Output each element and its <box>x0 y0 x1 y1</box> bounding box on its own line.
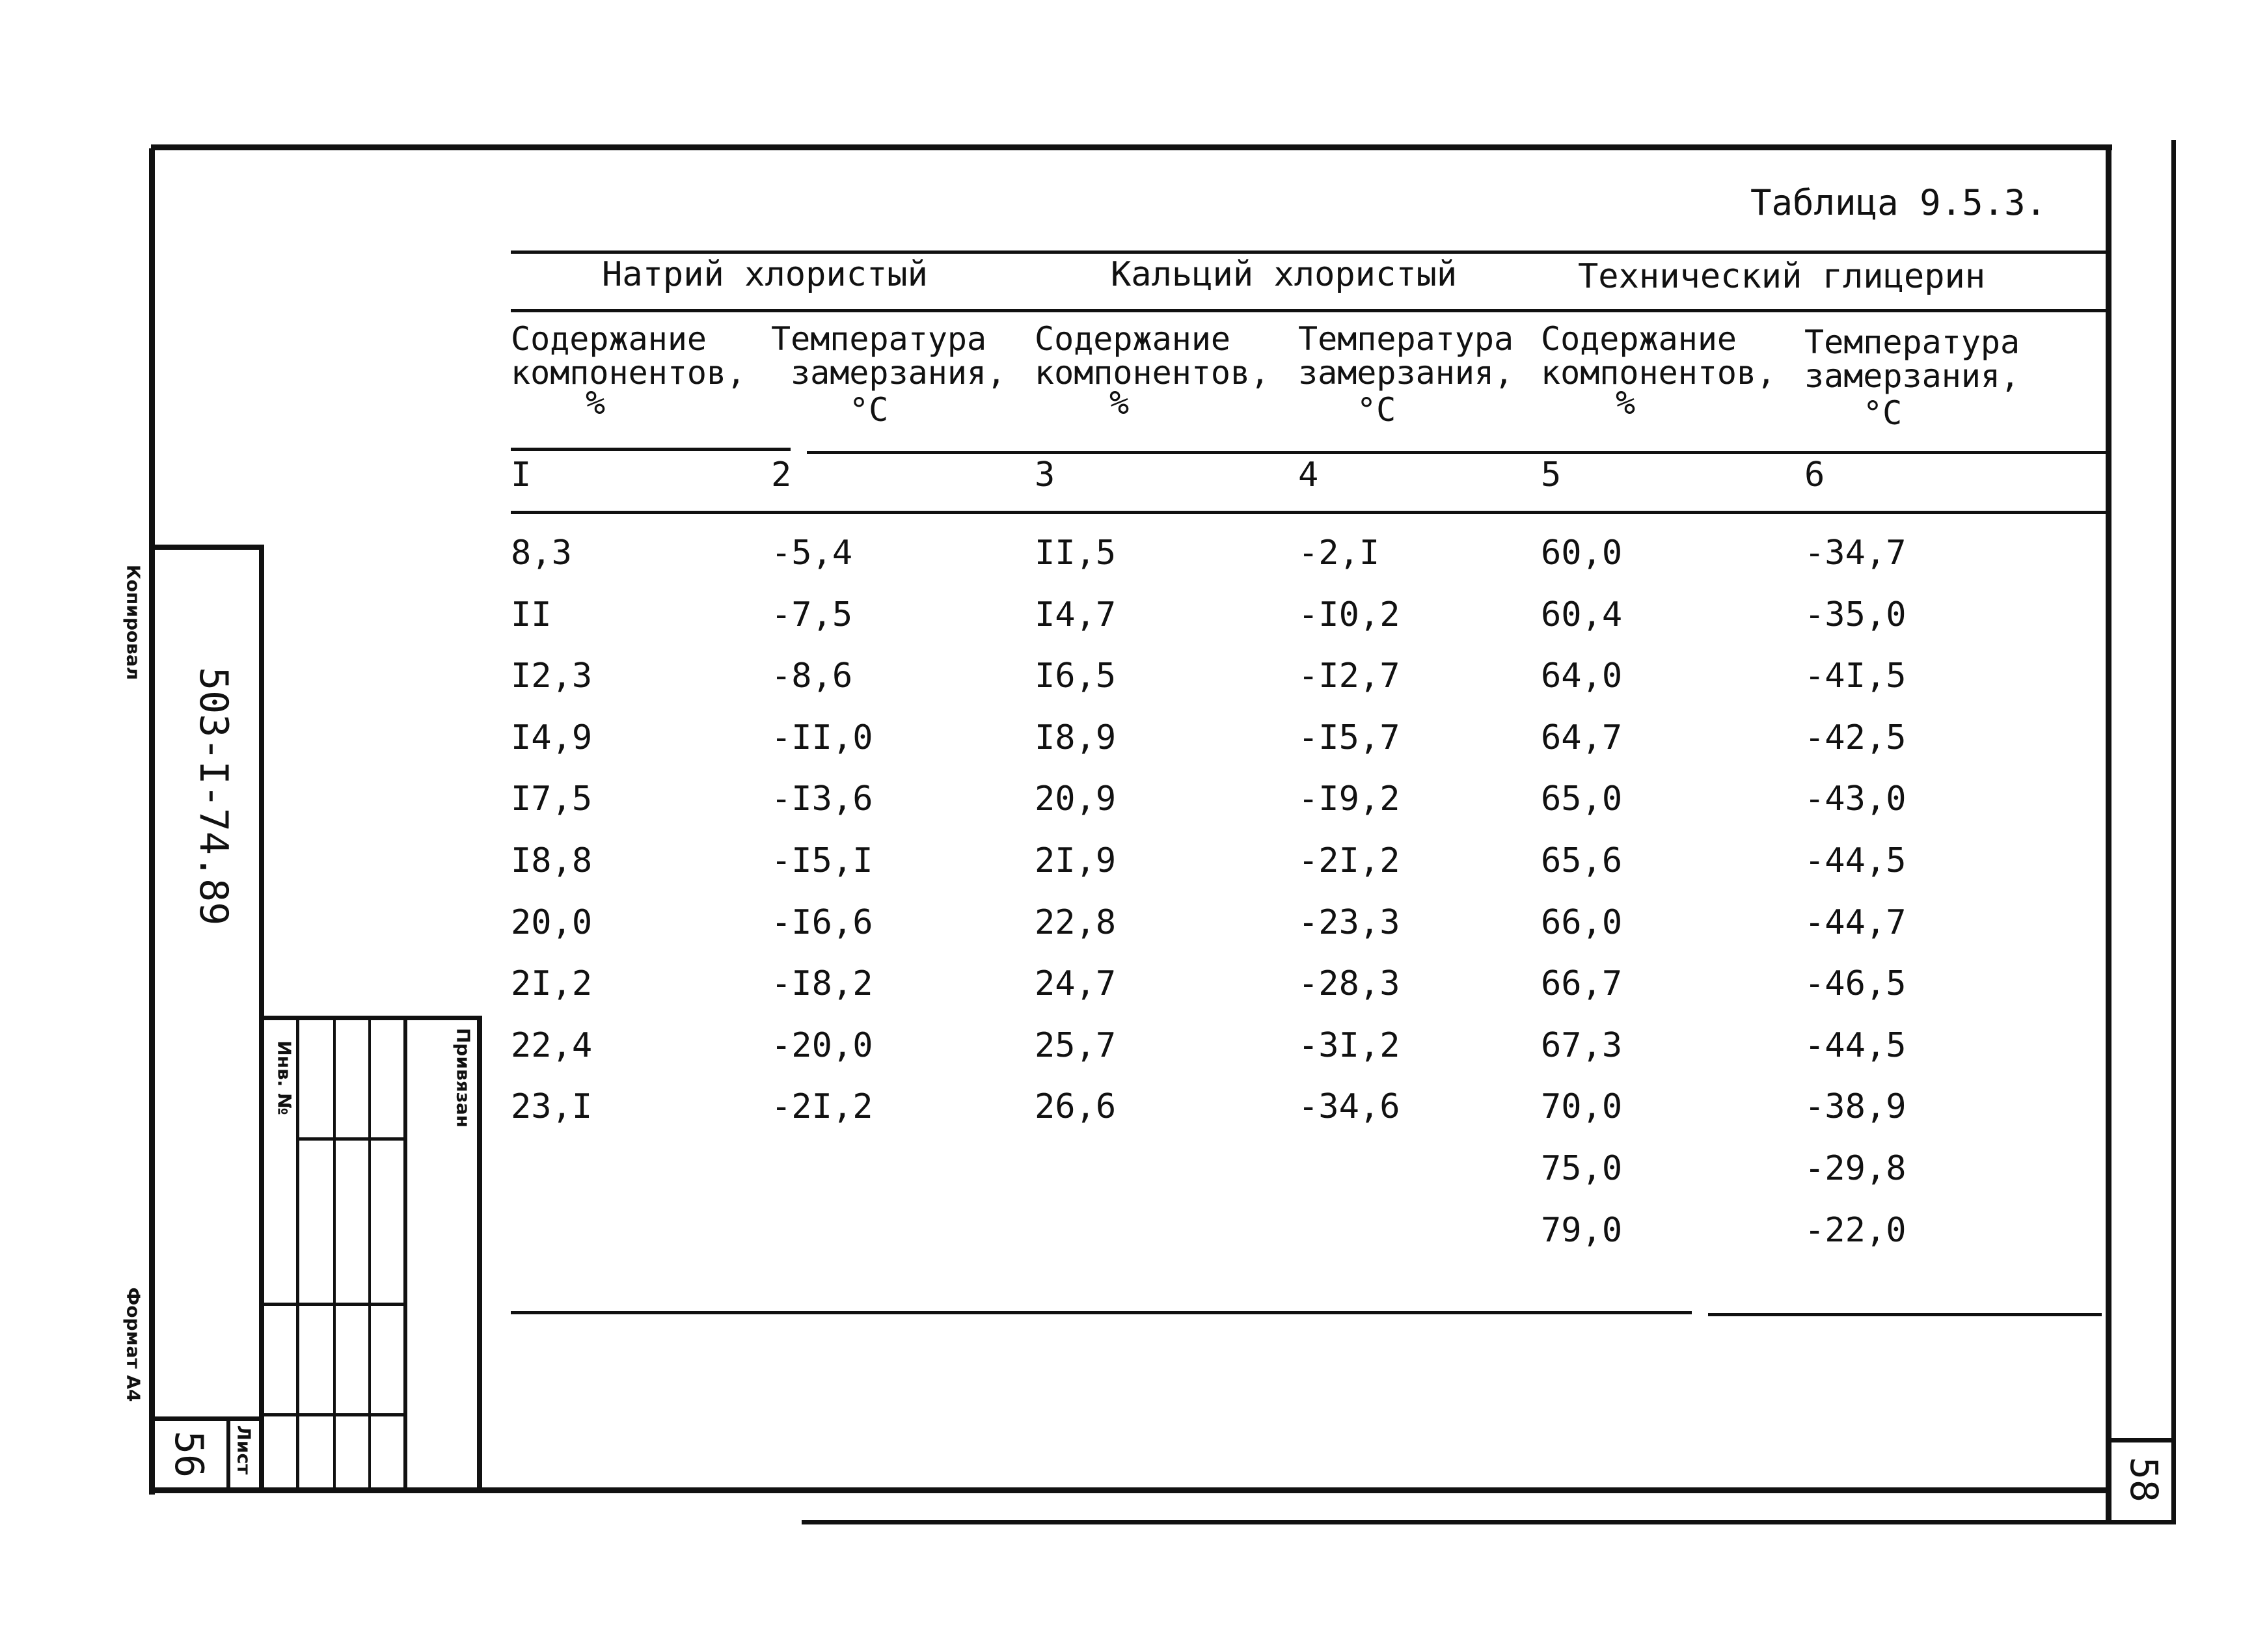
table-cell: 66,7 <box>1541 964 1623 1004</box>
table-cell: 23,I <box>511 1087 593 1127</box>
table-cell: I2,3 <box>511 657 593 696</box>
col-number-6: 6 <box>1804 455 1825 494</box>
table-cell: -II,0 <box>771 718 873 757</box>
table-cell: -2,I <box>1298 534 1380 573</box>
doc-code: 503-I-74.89 <box>191 667 236 926</box>
stamp-top <box>151 545 264 550</box>
stamp-divider2 <box>226 1418 230 1490</box>
sheet-label: Лист <box>233 1425 255 1475</box>
table-cell: -I5,7 <box>1298 718 1400 757</box>
frame-right <box>2106 144 2111 1523</box>
table-cell: 26,6 <box>1035 1087 1117 1127</box>
grid-top <box>262 1016 482 1020</box>
table-cell: -5,4 <box>771 534 853 573</box>
group-title-nacl: Натрий хлористый <box>602 255 928 294</box>
table-cell: 67,3 <box>1541 1025 1623 1065</box>
grid-v3 <box>368 1016 371 1491</box>
grid-v1 <box>296 1016 299 1491</box>
table-cell: -8,6 <box>771 657 853 696</box>
table-cell: 64,0 <box>1541 657 1623 696</box>
table-cell: I7,5 <box>511 779 593 819</box>
table-cell: 60,4 <box>1541 595 1623 634</box>
col-number-2: 2 <box>771 455 792 494</box>
sheet-number: 56 <box>166 1430 211 1478</box>
table-cell: -4I,5 <box>1804 657 1907 696</box>
table-cell: -I2,7 <box>1298 657 1400 696</box>
table-cell: -44,5 <box>1804 841 1907 880</box>
table-cell: -2I,2 <box>771 1087 873 1127</box>
page-box-top <box>2108 1438 2176 1442</box>
table-rule-groups <box>511 309 2108 312</box>
table-cell: 79,0 <box>1541 1210 1623 1250</box>
table-cell: 22,8 <box>1035 902 1117 942</box>
table-title: Таблица 9.5.3. <box>1750 182 2047 223</box>
table-cell: -3I,2 <box>1298 1025 1400 1065</box>
table-cell: 75,0 <box>1541 1149 1623 1188</box>
col-header-6: Температура замерзания, °C <box>1804 323 2020 432</box>
frame-right-outer <box>2171 140 2176 1524</box>
group-title-cacl: Кальций хлористый <box>1111 255 1458 294</box>
table-cell: 20,9 <box>1035 779 1117 819</box>
table-rule-numbers <box>511 511 2108 514</box>
table-cell: I8,8 <box>511 841 593 880</box>
grid-v5 <box>477 1016 482 1491</box>
table-cell: 65,6 <box>1541 841 1623 880</box>
col-header-2: Температура замерзания, °C <box>771 320 1007 429</box>
table-cell: 22,4 <box>511 1025 593 1065</box>
col-header-1: Содержание компонентов, % <box>511 320 746 422</box>
frame-top <box>151 144 2112 150</box>
table-cell: -2I,2 <box>1298 841 1400 880</box>
table-cell: -I5,I <box>771 841 873 880</box>
table-cell: -23,3 <box>1298 902 1400 942</box>
table-cell: 8,3 <box>511 534 572 573</box>
grid-h2 <box>262 1303 406 1306</box>
col-header-3: Содержание компонентов, % <box>1035 320 1270 422</box>
grid-v2 <box>333 1016 336 1491</box>
table-cell: I6,5 <box>1035 657 1117 696</box>
table-cell: 66,0 <box>1541 902 1623 942</box>
grid-v4 <box>403 1016 407 1491</box>
table-cell: II,5 <box>1035 534 1117 573</box>
col-number-1: I <box>511 455 532 494</box>
table-cell: I8,9 <box>1035 718 1117 757</box>
table-cell: -I9,2 <box>1298 779 1400 819</box>
table-cell: -34,6 <box>1298 1087 1400 1127</box>
table-cell: 25,7 <box>1035 1025 1117 1065</box>
table-rule-bottom-a <box>511 1311 1692 1314</box>
table-cell: -43,0 <box>1804 779 1907 819</box>
table-cell: I4,9 <box>511 718 593 757</box>
grid-h1 <box>296 1137 407 1141</box>
table-cell: -I3,6 <box>771 779 873 819</box>
col-header-5: Содержание компонентов, % <box>1541 320 1776 422</box>
table-cell: 20,0 <box>511 902 593 942</box>
kopiroval-label: Копировал <box>122 564 144 681</box>
table-cell: -35,0 <box>1804 595 1907 634</box>
frame-left <box>149 148 155 1495</box>
table-cell: 2I,2 <box>511 964 593 1004</box>
col-header-4: Температура замерзания, °C <box>1298 320 1514 429</box>
table-cell: -42,5 <box>1804 718 1907 757</box>
table-rule-headers-b <box>807 451 2108 454</box>
table-cell: -44,7 <box>1804 902 1907 942</box>
table-cell: II <box>511 595 552 634</box>
privyazan-label: Привязан <box>452 1027 474 1128</box>
format-label: Формат А4 <box>122 1287 144 1402</box>
table-cell: -I0,2 <box>1298 595 1400 634</box>
frame-bottom <box>151 1487 2108 1493</box>
table-cell: -34,7 <box>1804 534 1907 573</box>
inv-label: Инв. № <box>273 1040 295 1115</box>
table-cell: 70,0 <box>1541 1087 1623 1127</box>
table-cell: -20,0 <box>771 1025 873 1065</box>
table-cell: 24,7 <box>1035 964 1117 1004</box>
col-number-3: 3 <box>1035 455 1055 494</box>
table-cell: 65,0 <box>1541 779 1623 819</box>
col-number-4: 4 <box>1298 455 1319 494</box>
table-rule-headers-a <box>511 448 791 451</box>
table-cell: 2I,9 <box>1035 841 1117 880</box>
table-cell: -38,9 <box>1804 1087 1907 1127</box>
frame-bottom-lower <box>802 1520 2176 1524</box>
table-cell: -I8,2 <box>771 964 873 1004</box>
grid-h3 <box>262 1413 406 1416</box>
page-number: 58 <box>2122 1457 2166 1502</box>
table-cell: -46,5 <box>1804 964 1907 1004</box>
table-rule-top <box>511 251 2108 254</box>
group-title-glycerin: Технический глицерин <box>1578 257 1986 296</box>
table-cell: -28,3 <box>1298 964 1400 1004</box>
col-number-5: 5 <box>1541 455 1562 494</box>
table-cell: -22,0 <box>1804 1210 1907 1250</box>
table-rule-bottom-b <box>1708 1313 2102 1316</box>
table-cell: 60,0 <box>1541 534 1623 573</box>
table-cell: -29,8 <box>1804 1149 1907 1188</box>
table-cell: I4,7 <box>1035 595 1117 634</box>
table-cell: -44,5 <box>1804 1025 1907 1065</box>
table-cell: 64,7 <box>1541 718 1623 757</box>
table-cell: -7,5 <box>771 595 853 634</box>
table-cell: -I6,6 <box>771 902 873 942</box>
